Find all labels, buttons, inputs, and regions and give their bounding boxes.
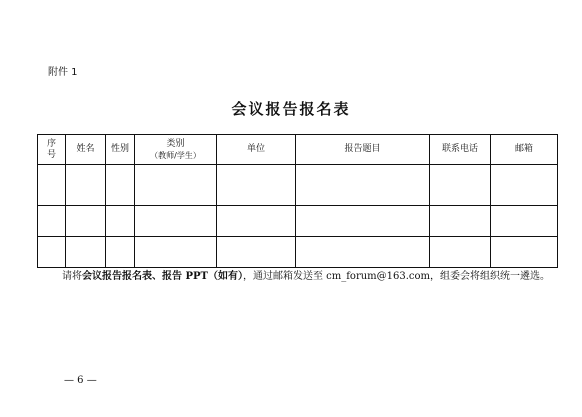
table-cell[interactable] xyxy=(66,206,106,237)
table-body xyxy=(38,165,558,268)
table-cell[interactable] xyxy=(135,165,217,206)
table-cell[interactable] xyxy=(106,237,135,268)
table-cell[interactable] xyxy=(217,165,296,206)
table-cell[interactable] xyxy=(106,206,135,237)
table-cell[interactable] xyxy=(217,206,296,237)
table-cell[interactable] xyxy=(430,165,491,206)
registration-table xyxy=(37,134,558,268)
table-cell[interactable] xyxy=(217,237,296,268)
table-cell[interactable] xyxy=(66,237,106,268)
header-email: 邮箱 xyxy=(491,135,558,165)
table-cell[interactable] xyxy=(296,206,430,237)
table-cell[interactable] xyxy=(491,237,558,268)
table-cell[interactable] xyxy=(430,237,491,268)
table-cell[interactable] xyxy=(38,206,66,237)
table-row xyxy=(38,206,558,237)
table-cell[interactable] xyxy=(66,165,106,206)
table-cell[interactable] xyxy=(135,237,217,268)
form-title: 会议报告报名表 xyxy=(231,100,351,118)
table-row xyxy=(38,237,558,268)
table-cell[interactable] xyxy=(430,206,491,237)
header-phone: 联系电话 xyxy=(430,135,491,165)
attachment-label: 附件 1 xyxy=(48,67,78,78)
table-header-row xyxy=(38,135,558,165)
table-cell[interactable] xyxy=(38,165,66,206)
table-cell[interactable] xyxy=(135,206,217,237)
table-cell[interactable] xyxy=(491,165,558,206)
page-number: — 6 — xyxy=(64,375,97,386)
table-cell[interactable] xyxy=(38,237,66,268)
header-unit: 单位 xyxy=(217,135,296,165)
instructions-text: 请将会议报告报名表、报告 PPT（如有），通过邮箱发送至 cm_forum@163.com，组委会将组织统一遴选。 xyxy=(62,271,551,282)
header-gender: 性别 xyxy=(106,135,135,165)
instructions-bold: 会议报告报名表、报告 PPT（如有） xyxy=(82,271,243,282)
table-row xyxy=(38,165,558,206)
table-cell[interactable] xyxy=(296,165,430,206)
table-cell[interactable] xyxy=(106,165,135,206)
table-cell[interactable] xyxy=(296,237,430,268)
header-seq: 序 号 xyxy=(38,135,66,165)
header-name: 姓名 xyxy=(66,135,106,165)
header-report-title: 报告题目 xyxy=(296,135,430,165)
table-cell[interactable] xyxy=(491,206,558,237)
header-category: 类别 （教师/学生） xyxy=(135,135,217,165)
